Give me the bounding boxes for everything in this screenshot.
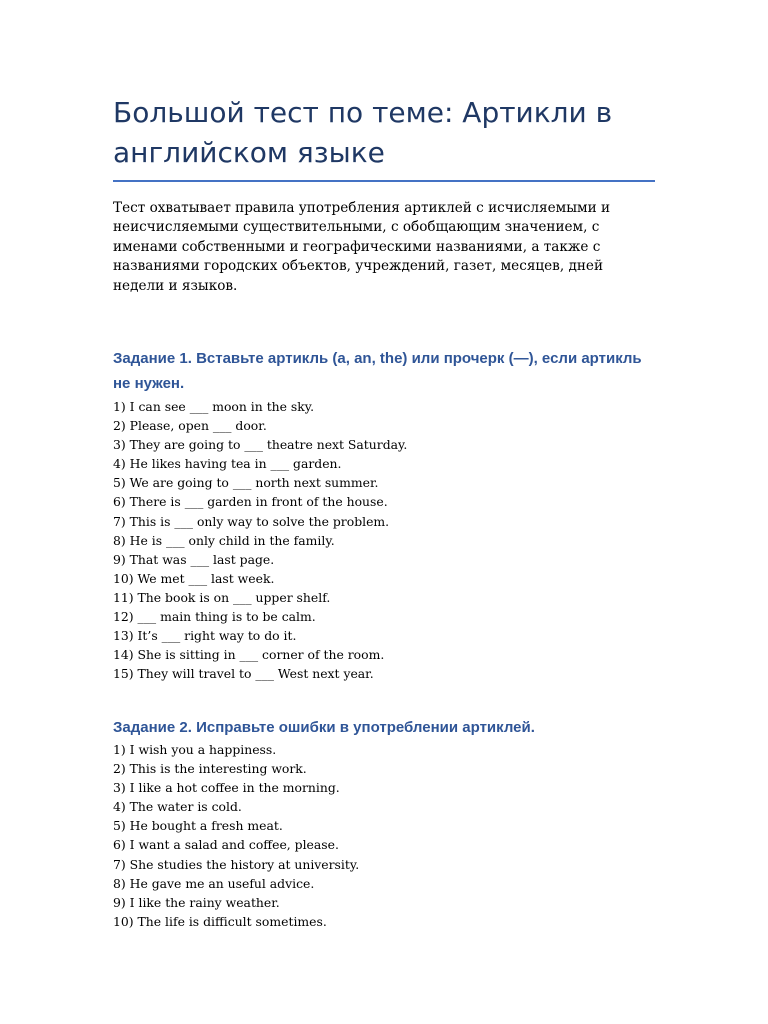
list-item: 6) There is ___ garden in front of the house. bbox=[113, 494, 388, 510]
list-item: 5) We are going to ___ north next summer. bbox=[113, 475, 379, 491]
list-item: 3) They are going to ___ theatre next Saturday. bbox=[113, 437, 408, 453]
list-item: 9) That was ___ last page. bbox=[113, 551, 275, 567]
list-item: 7) This is ___ only way to solve the problem. bbox=[113, 513, 390, 529]
list-item: 1) I wish you a happiness. bbox=[113, 742, 277, 757]
list-item: 5) He bought a fresh meat. bbox=[113, 818, 283, 834]
task2-list bbox=[113, 740, 658, 931]
document-title: Большой тест по теме: Артикли в английском языке bbox=[113, 96, 613, 169]
title-underline bbox=[113, 180, 655, 182]
intro-paragraph: Тест охватывает правила употребления артиклей с исчисляемыми и неисчисляемыми существительными, с обобщающим значением, с именами собственными и географическими названиями, а также с названиями городских объектов, учреждений, газет, месяцев, дней недели и языков. bbox=[113, 200, 611, 294]
list-item: 1) I can see ___ moon in the sky. bbox=[113, 399, 315, 414]
list-item: 8) He gave me an useful advice. bbox=[113, 875, 315, 891]
list-item: 2) This is the interesting work. bbox=[113, 761, 307, 777]
task1-heading: Задание 1. Вставьте артикль (a, an, the) или прочерк (—), если артикль не нужен. bbox=[113, 350, 642, 392]
list-item: 8) He is ___ only child in the family. bbox=[113, 532, 335, 548]
list-item: 15) They will travel to ___ West next year. bbox=[113, 666, 374, 682]
list-item: 3) I like a hot coffee in the morning. bbox=[113, 780, 340, 796]
task1-list bbox=[113, 397, 658, 683]
list-item: 14) She is sitting in ___ corner of the room. bbox=[113, 647, 385, 663]
list-item: 13) It’s ___ right way to do it. bbox=[113, 628, 297, 644]
list-item: 12) ___ main thing is to be calm. bbox=[113, 609, 316, 625]
list-item: 4) The water is cold. bbox=[113, 799, 242, 815]
list-item: 10) We met ___ last week. bbox=[113, 570, 275, 586]
list-item: 9) I like the rainy weather. bbox=[113, 894, 280, 910]
list-item: 6) I want a salad and coffee, please. bbox=[113, 837, 339, 853]
task2-heading: Задание 2. Исправьте ошибки в употреблении артиклей. bbox=[113, 719, 535, 736]
list-item: 10) The life is difficult sometimes. bbox=[113, 913, 327, 929]
list-item: 11) The book is on ___ upper shelf. bbox=[113, 589, 331, 605]
list-item: 2) Please, open ___ door. bbox=[113, 418, 267, 434]
list-item: 4) He likes having tea in ___ garden. bbox=[113, 456, 342, 472]
list-item: 7) She studies the history at university. bbox=[113, 856, 360, 872]
